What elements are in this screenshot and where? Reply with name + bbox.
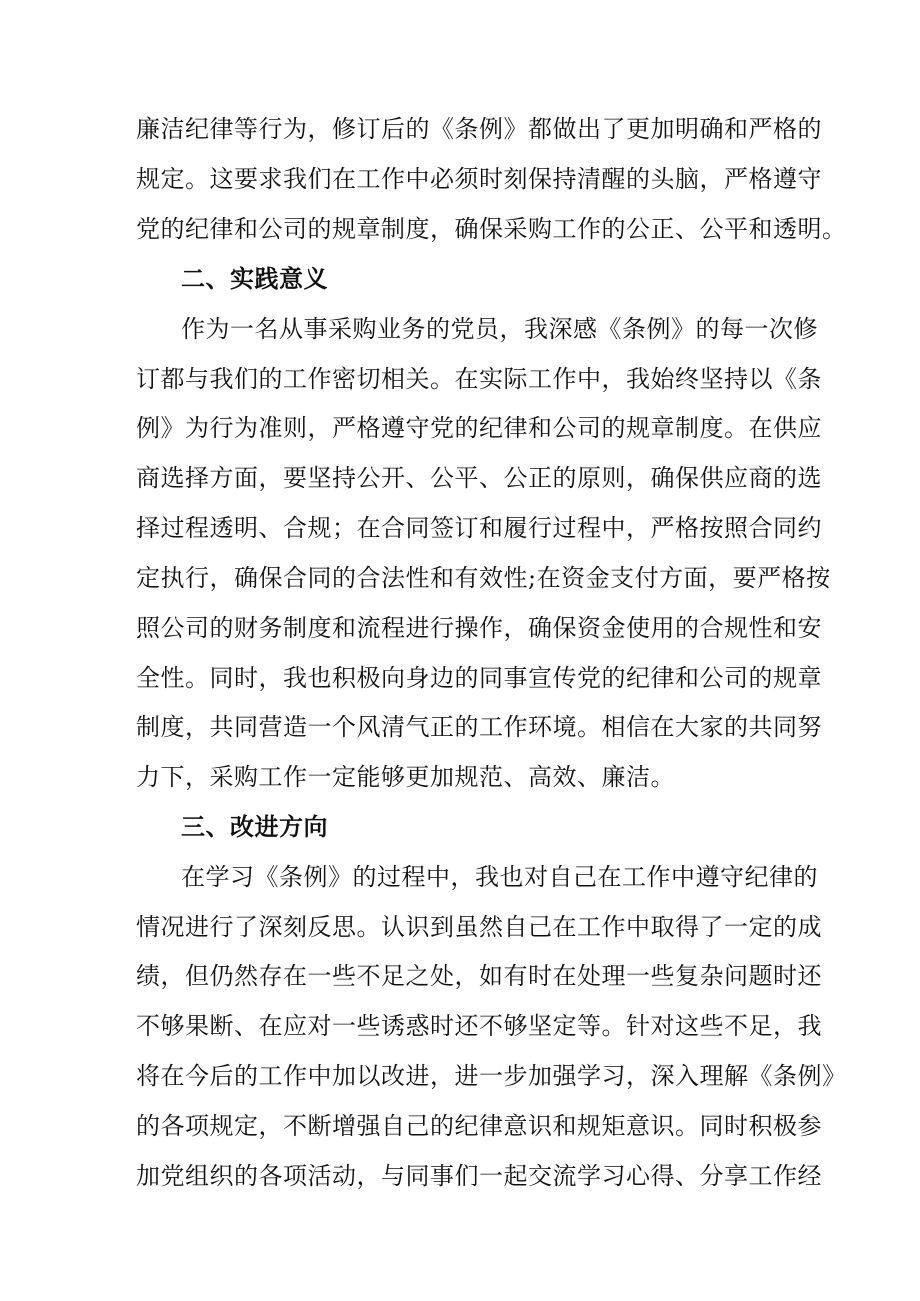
section-heading-practice: 二、实践意义 — [181, 265, 328, 293]
paragraph-line: 全性。同时，我也积极向身边的同事宣传党的纪律和公司的规章 — [136, 664, 822, 692]
paragraph-line: 情况进行了深刻反思。认识到虽然自己在工作中取得了一定的成 — [136, 913, 822, 941]
paragraph-line: 力下，采购工作一定能够更加规范、高效、廉洁。 — [136, 763, 675, 791]
paragraph-line: 商选择方面，要坚持公开、公平、公正的原则，确保供应商的选 — [136, 464, 822, 492]
paragraph-line: 不够果断、在应对一些诱惑时还不够坚定等。针对这些不足，我 — [136, 1012, 822, 1040]
paragraph-line: 党的纪律和公司的规章制度，确保采购工作的公正、公平和透明。 — [136, 215, 847, 243]
paragraph-line: 照公司的财务制度和流程进行操作，确保资金使用的合规性和安 — [136, 614, 822, 642]
paragraph-line: 择过程透明、合规；在合同签订和履行过程中，严格按照合同约 — [136, 514, 822, 542]
paragraph-line: 加党组织的各项活动，与同事们一起交流学习心得、分享工作经 — [136, 1162, 822, 1190]
paragraph-line: 订都与我们的工作密切相关。在实际工作中，我始终坚持以《条 — [136, 365, 822, 393]
paragraph-line: 制度，共同营造一个风清气正的工作环境。相信在大家的共同努 — [136, 713, 822, 741]
paragraph-line: 廉洁纪律等行为，修订后的《条例》都做出了更加明确和严格的 — [136, 115, 822, 143]
paragraph-line: 例》为行为准则，严格遵守党的纪律和公司的规章制度。在供应 — [136, 414, 822, 442]
paragraph-line: 定执行，确保合同的合法性和有效性;在资金支付方面，要严格按 — [136, 564, 831, 592]
paragraph-line: 将在今后的工作中加以改进，进一步加强学习，深入理解《条例》 — [136, 1062, 847, 1090]
section-heading-improvement: 三、改进方向 — [181, 813, 328, 841]
paragraph-line: 绩，但仍然存在一些不足之处，如有时在处理一些复杂问题时还 — [136, 962, 822, 990]
paragraph-line: 作为一名从事采购业务的党员，我深感《条例》的每一次修 — [181, 315, 818, 343]
paragraph-line: 的各项规定，不断增强自己的纪律意识和规矩意识。同时积极参 — [136, 1112, 822, 1140]
paragraph-line: 在学习《条例》的过程中，我也对自己在工作中遵守纪律的 — [181, 863, 818, 891]
paragraph-line: 规定。这要求我们在工作中必须时刻保持清醒的头脑，严格遵守 — [136, 165, 822, 193]
